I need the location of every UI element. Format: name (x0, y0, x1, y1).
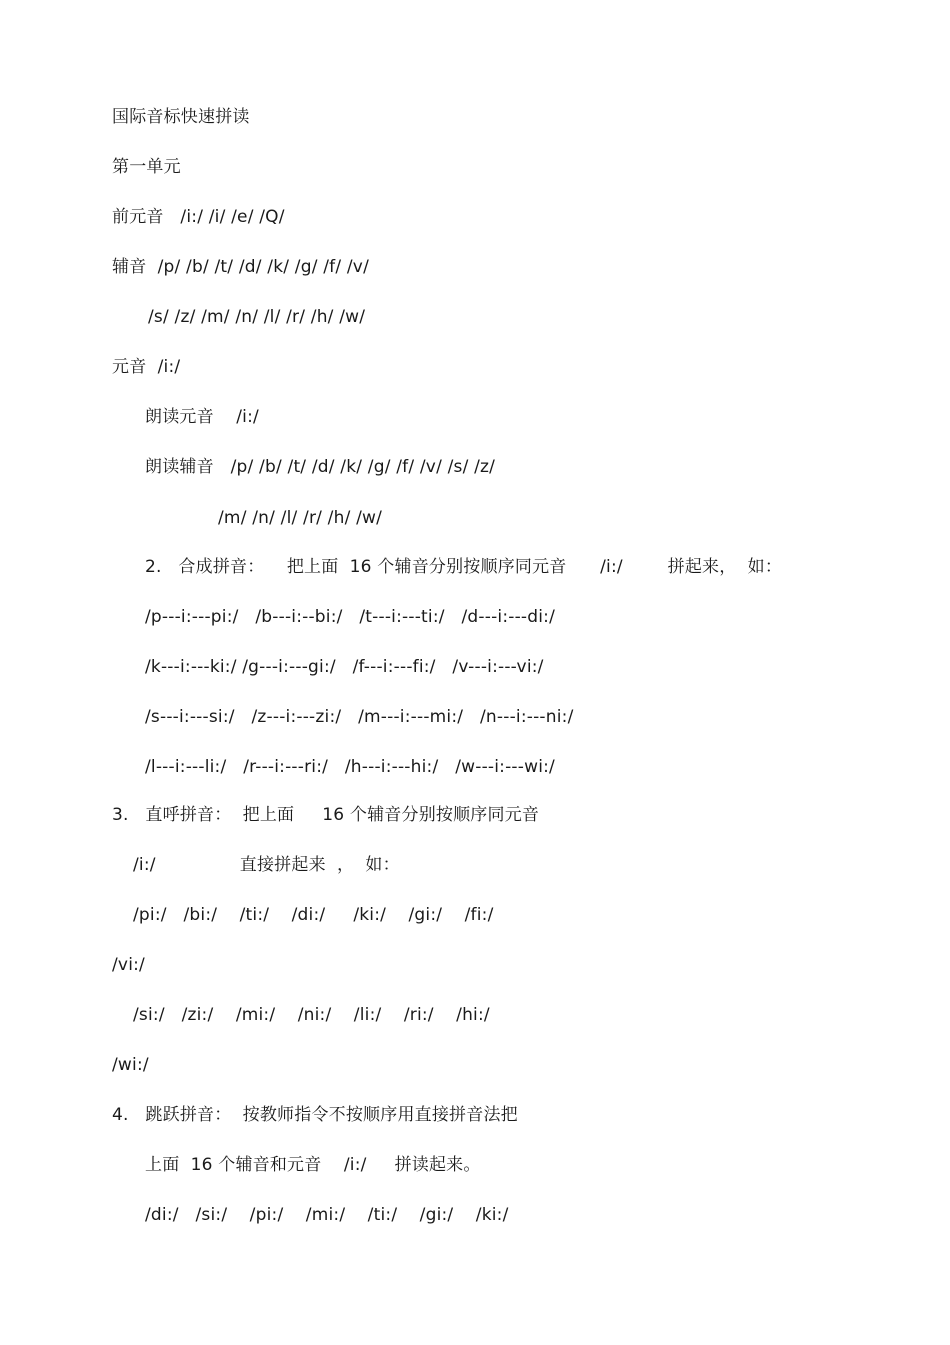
item3-heading: 3. 直呼拼音： 把上面 16 个辅音分别按顺序同元音 (112, 805, 540, 825)
document-title: 国际音标快速拼读 (112, 107, 250, 127)
item3-row: /pi:/ /bi:/ /ti:/ /di:/ /ki:/ /gi:/ /fi:/ (133, 905, 494, 925)
read-vowel-line: 朗读元音 /i:/ (145, 407, 259, 427)
item4-subheading: 上面 16 个辅音和元音 /i:/ 拼读起来。 (145, 1155, 481, 1175)
item4-row: /di:/ /si:/ /pi:/ /mi:/ /ti:/ /gi:/ /ki:/ (145, 1205, 509, 1225)
item3-row: /wi:/ (112, 1055, 149, 1075)
consonants-line-2: /s/ /z/ /m/ /n/ /l/ /r/ /h/ /w/ (148, 307, 366, 327)
item2-heading: 2. 合成拼音： 把上面 16 个辅音分别按顺序同元音 /i:/ 拼起来， 如： (145, 557, 783, 577)
vowel-line: 元音 /i:/ (112, 357, 181, 377)
item2-row: /l---i:---li:/ /r---i:---ri:/ /h---i:---hi:/ /w---i:---wi:/ (145, 757, 555, 777)
item3-subheading: /i:/ 直接拼起来 ， 如： (133, 855, 400, 875)
item3-row: /vi:/ (112, 955, 145, 975)
read-consonants-line-2: /m/ /n/ /l/ /r/ /h/ /w/ (218, 508, 383, 528)
item3-row: /si:/ /zi:/ /mi:/ /ni:/ /li:/ /ri:/ /hi:/ (133, 1005, 490, 1025)
item2-row: /s---i:---si:/ /z---i:---zi:/ /m---i:---mi:/ /n---i:---ni:/ (145, 707, 574, 727)
item4-heading: 4. 跳跃拼音： 按教师指令不按顺序用直接拼音法把 (112, 1105, 518, 1125)
consonants-line-1: 辅音 /p/ /b/ /t/ /d/ /k/ /g/ /f/ /v/ (112, 257, 369, 277)
front-vowels-line: 前元音 /i:/ /i/ /e/ /Q/ (112, 207, 285, 227)
item2-row: /k---i:---ki:/ /g---i:---gi:/ /f---i:---fi:/ /v---i:---vi:/ (145, 657, 544, 677)
item2-row: /p---i:---pi:/ /b---i:--bi:/ /t---i:---ti:/ /d---i:---di:/ (145, 607, 556, 627)
read-consonants-line-1: 朗读辅音 /p/ /b/ /t/ /d/ /k/ /g/ /f/ /v/ /s/ /z/ (145, 457, 496, 477)
unit-heading: 第一单元 (112, 157, 181, 177)
